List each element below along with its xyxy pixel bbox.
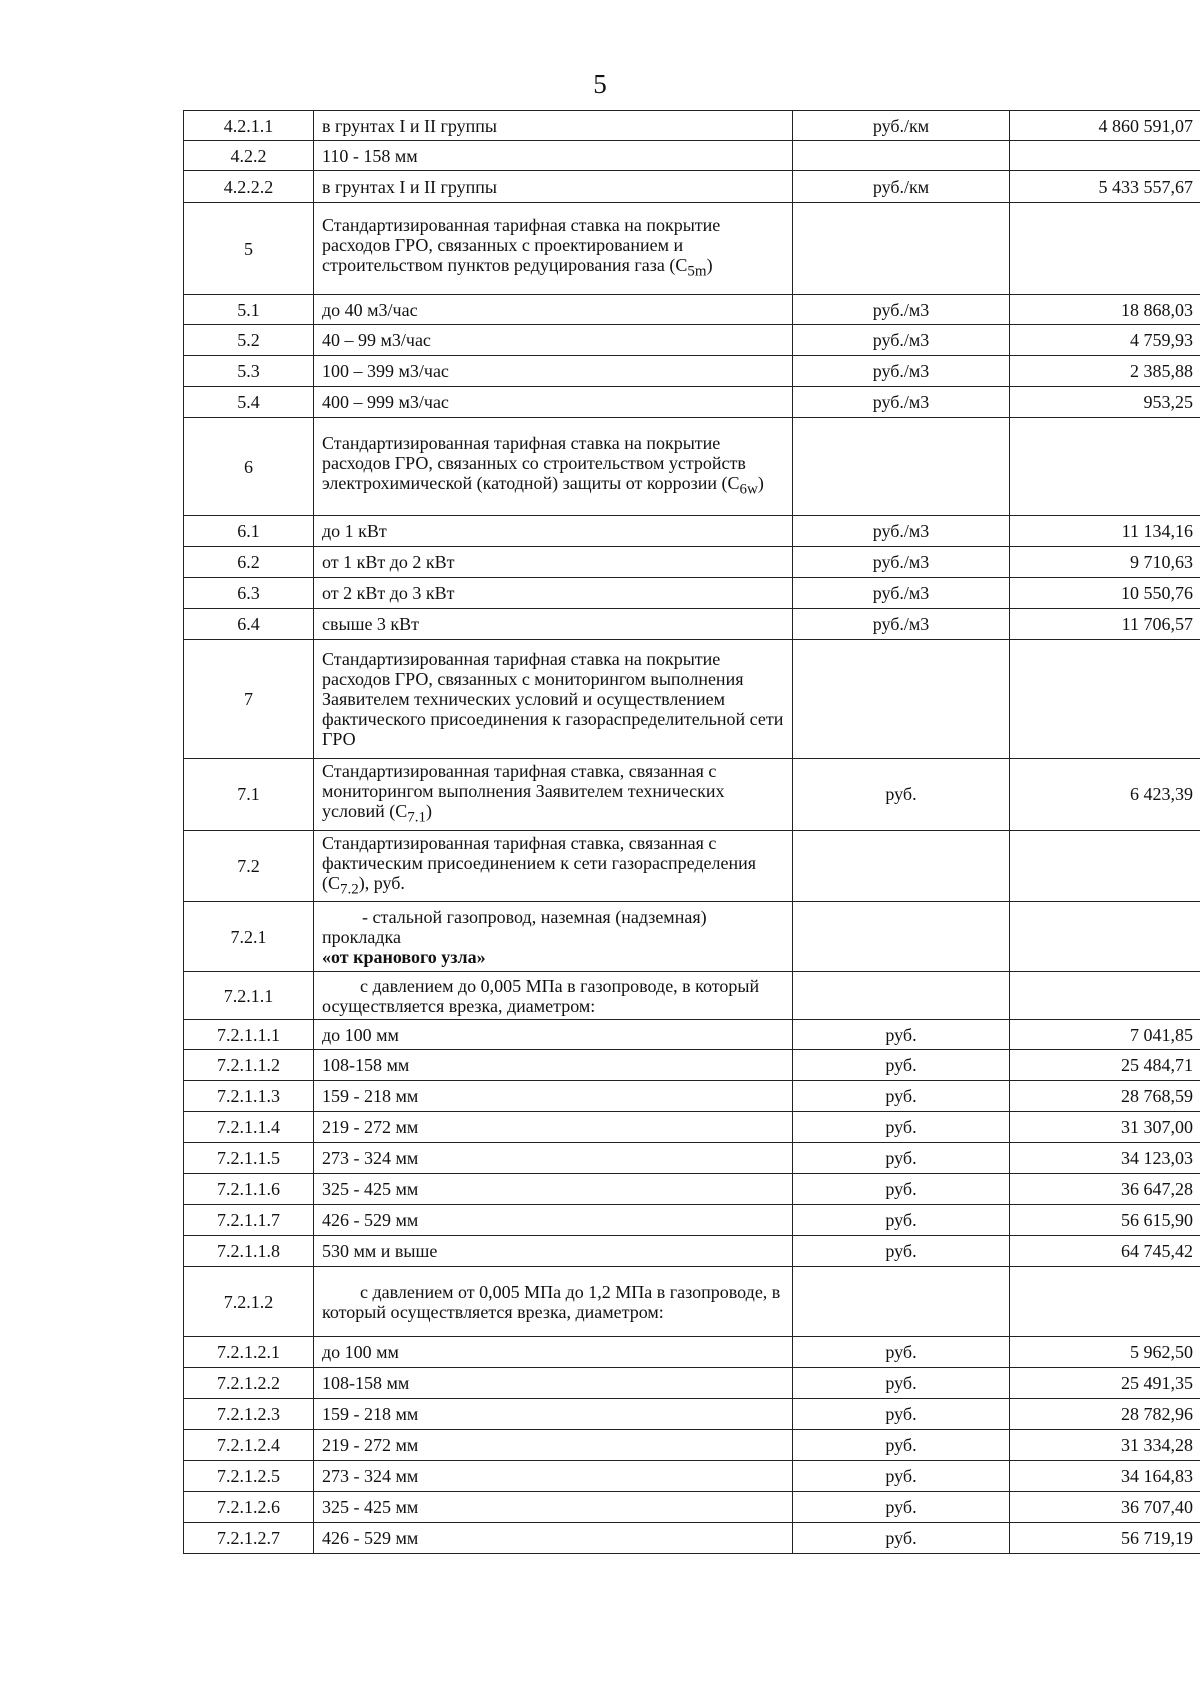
table-row — [184, 640, 1200, 759]
row-value: 56 615,90 — [1010, 1205, 1200, 1236]
row-description: с давлением от 0,005 МПа до 1,2 МПа в газопроводе, в который осуществляется врезка, диаметром: — [314, 1267, 793, 1337]
row-code: 5.1 — [184, 295, 314, 325]
row-value: 36 647,28 — [1010, 1174, 1200, 1205]
table-row — [184, 295, 1200, 325]
row-code: 6.2 — [184, 547, 314, 578]
row-description: с давлением до 0,005 МПа в газопроводе, в который осуществляется врезка, диаметром: — [314, 972, 793, 1020]
row-description-subscript: 7.1 — [407, 809, 426, 826]
row-unit: руб./м3 — [793, 295, 1010, 325]
row-unit: руб./м3 — [793, 325, 1010, 356]
row-unit: руб. — [793, 1430, 1010, 1461]
row-unit: руб. — [793, 1174, 1010, 1205]
row-code: 7.2.1.1.4 — [184, 1112, 314, 1143]
row-code: 6.4 — [184, 609, 314, 640]
row-code: 5 — [184, 203, 314, 295]
row-description-tail: ), руб. — [358, 872, 405, 893]
row-unit: руб. — [793, 1143, 1010, 1174]
row-code: 6.3 — [184, 578, 314, 609]
row-code: 4.2.2 — [184, 141, 314, 171]
row-description-tail: ) — [706, 255, 713, 276]
row-unit: руб./км — [793, 171, 1010, 203]
table-row — [184, 1081, 1200, 1112]
row-value: 5 433 557,67 — [1010, 171, 1200, 203]
row-description: до 1 кВт — [314, 516, 793, 547]
table-row — [184, 759, 1200, 831]
row-value — [1010, 830, 1200, 902]
row-code: 7.2.1.1.6 — [184, 1174, 314, 1205]
table-row — [184, 516, 1200, 547]
row-description: до 100 мм — [314, 1020, 793, 1050]
row-value: 31 307,00 — [1010, 1112, 1200, 1143]
row-value: 4 860 591,07 — [1010, 111, 1200, 141]
row-description: в грунтах I и II группы — [314, 111, 793, 141]
row-code: 7 — [184, 640, 314, 759]
row-description: 110 - 158 мм — [314, 141, 793, 171]
row-description-tail: ) — [426, 801, 432, 821]
table-row — [184, 1050, 1200, 1081]
row-code: 7.2.1.1.3 — [184, 1081, 314, 1112]
row-value — [1010, 1267, 1200, 1337]
table-row — [184, 1337, 1200, 1368]
table-row — [184, 1205, 1200, 1236]
row-unit: руб. — [793, 1112, 1010, 1143]
row-value: 9 710,63 — [1010, 547, 1200, 578]
row-value: 5 962,50 — [1010, 1337, 1200, 1368]
row-value — [1010, 418, 1200, 516]
row-unit — [793, 203, 1010, 295]
row-unit: руб./м3 — [793, 387, 1010, 418]
row-code: 6.1 — [184, 516, 314, 547]
row-description — [314, 830, 793, 902]
row-unit: руб. — [793, 759, 1010, 831]
row-unit: руб./м3 — [793, 609, 1010, 640]
row-description: 426 - 529 мм — [314, 1523, 793, 1554]
row-code: 7.2.1 — [184, 902, 314, 972]
row-value: 7 041,85 — [1010, 1020, 1200, 1050]
row-unit: руб. — [793, 1050, 1010, 1081]
row-code: 5.2 — [184, 325, 314, 356]
row-code: 7.2.1.1 — [184, 972, 314, 1020]
row-unit: руб. — [793, 1368, 1010, 1399]
table-row — [184, 902, 1200, 972]
table-row — [184, 1112, 1200, 1143]
row-description: от 2 кВт до 3 кВт — [314, 578, 793, 609]
table-row — [184, 578, 1200, 609]
row-description: Стандартизированная тарифная ставка на покрытие расходов ГРО, связанных с мониторингом выполнения Заявителем технических условий и осуществлением фактического присоединения к газораспределительной сети ГРО — [314, 640, 793, 759]
row-description-text: - стальной газопровод, наземная (надземная) прокладка — [322, 906, 707, 947]
row-code: 7.1 — [184, 759, 314, 831]
row-description: 219 - 272 мм — [314, 1430, 793, 1461]
row-value: 36 707,40 — [1010, 1492, 1200, 1523]
table-row — [184, 547, 1200, 578]
row-value: 34 164,83 — [1010, 1461, 1200, 1492]
row-code: 7.2.1.2.2 — [184, 1368, 314, 1399]
row-description: от 1 кВт до 2 кВт — [314, 547, 793, 578]
table-row — [184, 1461, 1200, 1492]
row-description: до 40 м3/час — [314, 295, 793, 325]
row-description: 108-158 мм — [314, 1050, 793, 1081]
row-value: 10 550,76 — [1010, 578, 1200, 609]
row-description: 426 - 529 мм — [314, 1205, 793, 1236]
table-row — [184, 356, 1200, 387]
row-value: 34 123,03 — [1010, 1143, 1200, 1174]
row-value — [1010, 640, 1200, 759]
table-row — [184, 1174, 1200, 1205]
row-description — [314, 203, 793, 295]
row-code: 5.3 — [184, 356, 314, 387]
row-code: 7.2.1.1.5 — [184, 1143, 314, 1174]
row-value: 28 782,96 — [1010, 1399, 1200, 1430]
row-unit: руб. — [793, 1205, 1010, 1236]
row-description: 400 – 999 м3/час — [314, 387, 793, 418]
table-row — [184, 387, 1200, 418]
row-description: 40 – 99 м3/час — [314, 325, 793, 356]
row-description-subscript: 6w — [739, 481, 758, 498]
table-row — [184, 972, 1200, 1020]
row-unit: руб./м3 — [793, 578, 1010, 609]
table-row — [184, 1236, 1200, 1267]
row-description-text: Стандартизированная тарифная ставка, связанная с фактическим присоединением к сети газораспределения (C — [322, 832, 757, 893]
tariff-table — [183, 110, 1200, 1554]
row-description: 530 мм и выше — [314, 1236, 793, 1267]
row-value: 11 134,16 — [1010, 516, 1200, 547]
row-code: 7.2.1.2.7 — [184, 1523, 314, 1554]
row-value — [1010, 902, 1200, 972]
row-code: 7.2.1.2.5 — [184, 1461, 314, 1492]
row-description: 159 - 218 мм — [314, 1081, 793, 1112]
row-value — [1010, 203, 1200, 295]
row-value: 64 745,42 — [1010, 1236, 1200, 1267]
table-row — [184, 1399, 1200, 1430]
table-row — [184, 203, 1200, 295]
row-value: 4 759,93 — [1010, 325, 1200, 356]
table-row — [184, 1368, 1200, 1399]
row-description: 219 - 272 мм — [314, 1112, 793, 1143]
table-row — [184, 1430, 1200, 1461]
table-row — [184, 609, 1200, 640]
row-code: 7.2.1.1.8 — [184, 1236, 314, 1267]
row-value: 953,25 — [1010, 387, 1200, 418]
row-code: 7.2.1.2.3 — [184, 1399, 314, 1430]
row-unit: руб./км — [793, 111, 1010, 141]
row-description-bold: «от кранового узла» — [322, 946, 486, 967]
row-description: в грунтах I и II группы — [314, 171, 793, 203]
table-row — [184, 1523, 1200, 1554]
row-unit — [793, 1267, 1010, 1337]
row-description — [314, 902, 793, 972]
row-description-subscript: 7.2 — [340, 881, 359, 898]
row-unit: руб. — [793, 1461, 1010, 1492]
row-code: 7.2 — [184, 830, 314, 902]
row-code: 7.2.1.2.4 — [184, 1430, 314, 1461]
row-unit: руб./м3 — [793, 516, 1010, 547]
row-description-tail: ) — [757, 473, 764, 494]
row-description-text: Стандартизированная тарифная ставка, связанная с мониторингом выполнения Заявителем технических условий (C — [322, 761, 725, 821]
row-unit: руб. — [793, 1492, 1010, 1523]
row-unit: руб. — [793, 1337, 1010, 1368]
row-unit — [793, 972, 1010, 1020]
row-description: 100 – 399 м3/час — [314, 356, 793, 387]
row-description — [314, 759, 793, 831]
row-description: 108-158 мм — [314, 1368, 793, 1399]
row-unit: руб./м3 — [793, 356, 1010, 387]
row-value: 18 868,03 — [1010, 295, 1200, 325]
row-unit: руб. — [793, 1081, 1010, 1112]
row-code: 4.2.2.2 — [184, 171, 314, 203]
row-code: 6 — [184, 418, 314, 516]
row-description: 273 - 324 мм — [314, 1461, 793, 1492]
row-unit: руб. — [793, 1020, 1010, 1050]
row-value: 11 706,57 — [1010, 609, 1200, 640]
row-unit — [793, 902, 1010, 972]
row-description-text: Стандартизированная тарифная ставка на покрытие расходов ГРО, связанных со строительством устройств электрохимической (катодной) защиты от коррозии (C — [322, 433, 746, 494]
page-number: 5 — [593, 69, 607, 99]
row-description: 325 - 425 мм — [314, 1174, 793, 1205]
row-unit — [793, 640, 1010, 759]
row-description: 273 - 324 мм — [314, 1143, 793, 1174]
row-value: 28 768,59 — [1010, 1081, 1200, 1112]
row-code: 7.2.1.1.2 — [184, 1050, 314, 1081]
row-value: 31 334,28 — [1010, 1430, 1200, 1461]
row-description: 325 - 425 мм — [314, 1492, 793, 1523]
table-row — [184, 1492, 1200, 1523]
row-value: 2 385,88 — [1010, 356, 1200, 387]
row-description: 159 - 218 мм — [314, 1399, 793, 1430]
row-unit: руб./м3 — [793, 547, 1010, 578]
row-description: свыше 3 кВт — [314, 609, 793, 640]
row-unit: руб. — [793, 1399, 1010, 1430]
row-description: до 100 мм — [314, 1337, 793, 1368]
table-row — [184, 141, 1200, 171]
table-row — [184, 171, 1200, 203]
row-value: 6 423,39 — [1010, 759, 1200, 831]
table-row — [184, 325, 1200, 356]
table-row — [184, 111, 1200, 141]
row-code: 7.2.1.2.1 — [184, 1337, 314, 1368]
table-row — [184, 1020, 1200, 1050]
row-code: 7.2.1.2 — [184, 1267, 314, 1337]
row-unit — [793, 418, 1010, 516]
table-row — [184, 1143, 1200, 1174]
row-unit: руб. — [793, 1236, 1010, 1267]
row-code: 7.2.1.1.7 — [184, 1205, 314, 1236]
row-value — [1010, 972, 1200, 1020]
row-description-subscript: 5m — [687, 263, 707, 280]
row-unit — [793, 830, 1010, 902]
row-description-text: Стандартизированная тарифная ставка на покрытие расходов ГРО, связанных с проектированием и строительством пунктов редуцирования газа (C — [322, 215, 721, 276]
row-unit — [793, 141, 1010, 171]
row-code: 7.2.1.2.6 — [184, 1492, 314, 1523]
row-value: 25 491,35 — [1010, 1368, 1200, 1399]
table-row — [184, 418, 1200, 516]
table-row — [184, 830, 1200, 902]
row-unit: руб. — [793, 1523, 1010, 1554]
table-row — [184, 1267, 1200, 1337]
row-code: 5.4 — [184, 387, 314, 418]
row-code: 7.2.1.1.1 — [184, 1020, 314, 1050]
row-description — [314, 418, 793, 516]
row-code: 4.2.1.1 — [184, 111, 314, 141]
row-value: 25 484,71 — [1010, 1050, 1200, 1081]
row-value — [1010, 141, 1200, 171]
row-value: 56 719,19 — [1010, 1523, 1200, 1554]
